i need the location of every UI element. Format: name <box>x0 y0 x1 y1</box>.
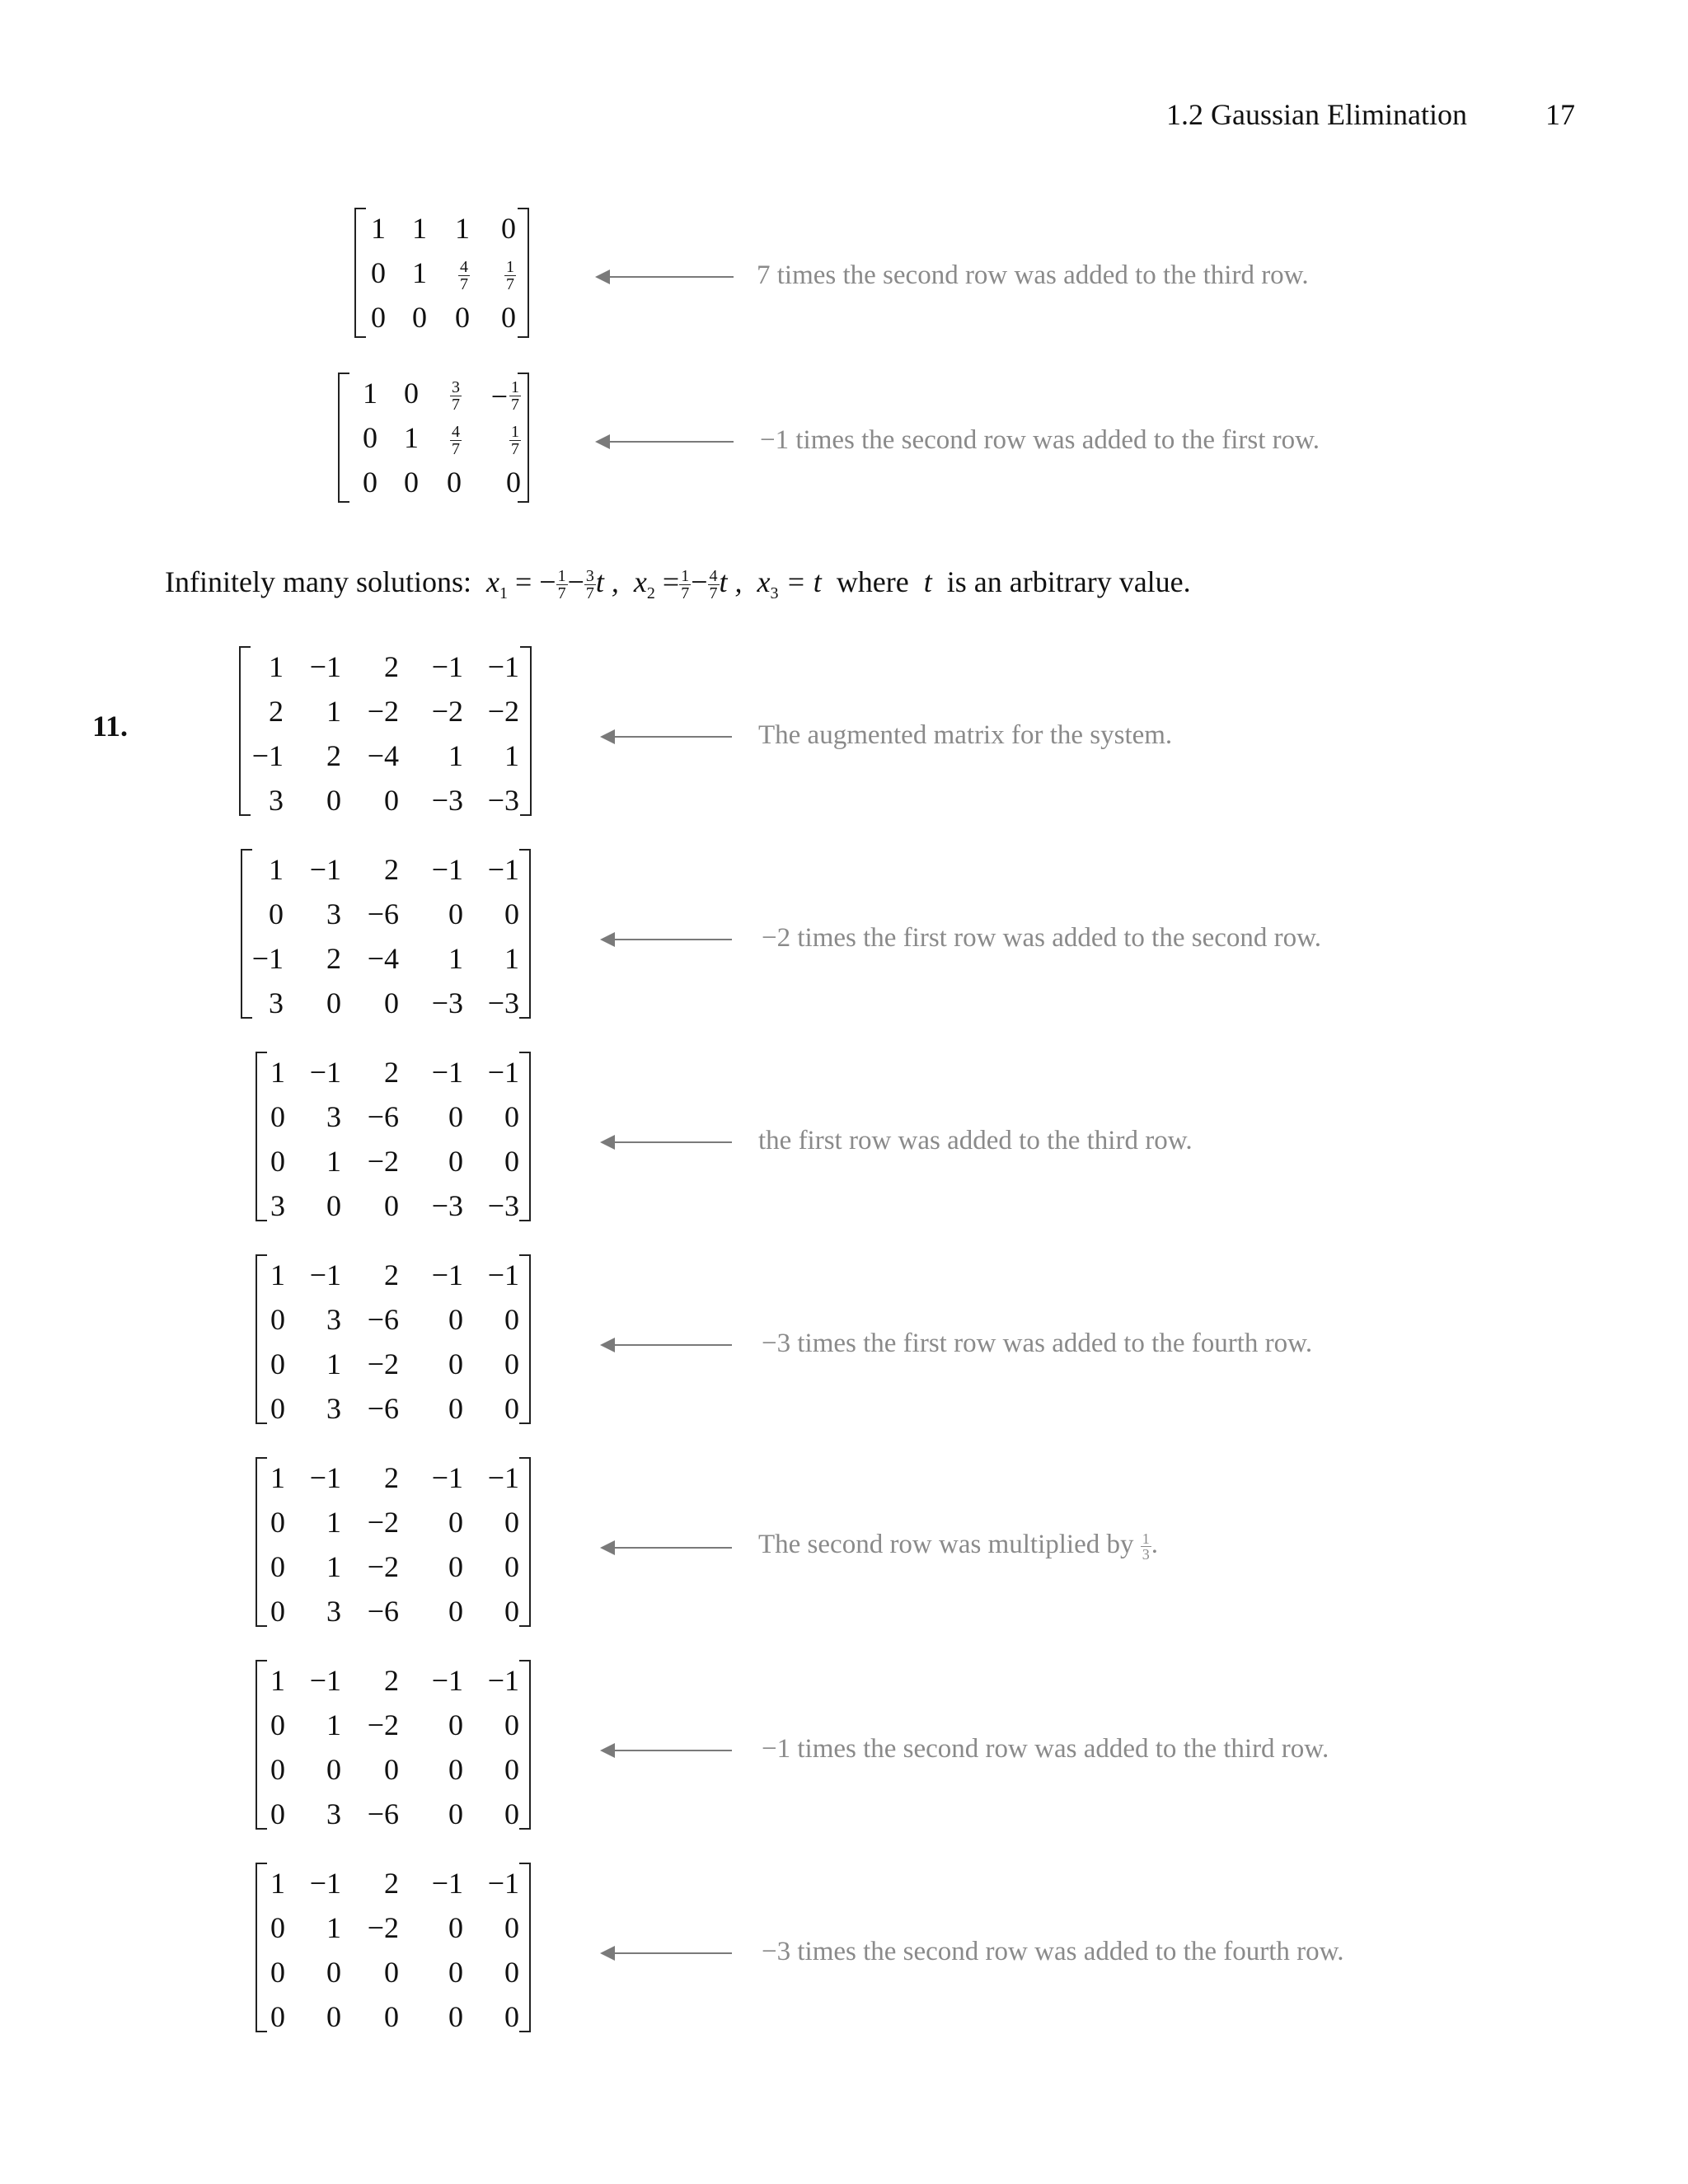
matrix-row <box>256 1050 531 1094</box>
matrix-row <box>241 847 531 892</box>
matrix-entry: 3 <box>269 784 284 817</box>
matrix-row <box>241 981 531 1025</box>
matrix-entry: −2 <box>431 695 463 728</box>
fraction: $\frac{4}{7}$ <box>709 567 718 603</box>
matrix-entry: −3 <box>431 784 463 817</box>
matrix-entry: 1 <box>412 212 427 245</box>
matrix-entry: 0 <box>504 1303 519 1336</box>
matrix-entry: 2 <box>326 942 341 975</box>
matrix-entry: 2 <box>384 1056 399 1089</box>
matrix-entry: 0 <box>326 784 341 817</box>
matrix-entry: −1 <box>309 1461 341 1494</box>
matrix-entry: 1 <box>504 942 519 975</box>
matrix-entry: −2 <box>367 1145 399 1178</box>
matrix-entry: $\frac{3}{7}$ <box>452 378 460 415</box>
matrix-entry: 0 <box>501 212 516 245</box>
matrix-entry: −4 <box>367 739 399 772</box>
matrix-row <box>256 1861 531 1905</box>
matrix-entry: −1 <box>431 1056 463 1089</box>
matrix-row <box>338 415 529 460</box>
matrix-entry: 0 <box>448 1753 463 1786</box>
page-header <box>0 97 1688 138</box>
matrix-entry: −1 <box>487 1461 519 1494</box>
matrix-entry: $\frac{1}{7}$ <box>506 258 514 294</box>
var-x: x <box>633 565 647 598</box>
matrix-entry: 2 <box>384 1461 399 1494</box>
arrow-icon <box>595 267 734 287</box>
matrix-entry: 1 <box>404 421 419 454</box>
matrix-entry: 0 <box>504 1708 519 1741</box>
matrix-entry: 0 <box>270 1911 285 1944</box>
matrix-entry: −6 <box>367 1100 399 1133</box>
matrix-entry: 0 <box>504 1506 519 1539</box>
arrow-icon <box>600 727 732 747</box>
matrix-step-b5 <box>256 1457 531 1627</box>
matrix-entry: −1 <box>487 1867 519 1900</box>
matrix-entry: 0 <box>447 466 462 499</box>
matrix-entry: 0 <box>412 301 427 334</box>
matrix-entry: −3 <box>431 1189 463 1222</box>
matrix-entry: 0 <box>448 1708 463 1741</box>
matrix-entry: −2 <box>487 695 519 728</box>
matrix-entry: 0 <box>326 1753 341 1786</box>
matrix-entry: 0 <box>448 1956 463 1989</box>
matrix-entry: 0 <box>504 898 519 930</box>
matrix-row <box>256 1342 531 1386</box>
step-note: The second row was multiplied by $\frac{1}{3}$ . <box>758 1530 1158 1563</box>
matrix-entry: 0 <box>504 1956 519 1989</box>
matrix-entry: 0 <box>455 301 470 334</box>
matrix-entry: 0 <box>270 1347 285 1380</box>
solution-lead: Infinitely many solutions: <box>165 565 471 598</box>
matrix-entry: 0 <box>501 301 516 334</box>
matrix-entry: 3 <box>326 898 341 930</box>
matrix-entry: −1 <box>487 1056 519 1089</box>
matrix-row <box>338 460 529 504</box>
matrix-entry: 1 <box>326 695 341 728</box>
matrix-row <box>239 644 532 689</box>
matrix-entry: −1 <box>487 650 519 683</box>
matrix-entry: $\frac{4}{7}$ <box>452 423 460 459</box>
matrix-entry: 0 <box>448 1506 463 1539</box>
matrix-entry: 1 <box>326 1708 341 1741</box>
matrix-entry: 1 <box>326 1550 341 1583</box>
fraction: $\frac{1}{7}$ <box>557 567 566 603</box>
matrix-entry: 0 <box>504 1100 519 1133</box>
matrix-entry: 1 <box>504 739 519 772</box>
matrix-row <box>241 892 531 936</box>
matrix-entry: 0 <box>326 1956 341 1989</box>
matrix-entry: 0 <box>371 301 386 334</box>
matrix-step-b2 <box>241 849 531 1019</box>
matrix-step-b1 <box>239 646 532 816</box>
matrix-entry: 0 <box>404 377 419 410</box>
arrow-icon <box>600 1538 732 1558</box>
matrix-row <box>256 1094 531 1139</box>
matrix-entry: 0 <box>363 421 377 454</box>
matrix-entry: 0 <box>371 256 386 289</box>
matrix-entry: −2 <box>367 1911 399 1944</box>
matrix-entry: −1 <box>251 942 284 975</box>
matrix-entry: 2 <box>326 739 341 772</box>
matrix-row <box>256 1139 531 1183</box>
matrix-entry: 0 <box>448 1303 463 1336</box>
matrix-entry: 0 <box>270 1303 285 1336</box>
arrow-icon <box>600 930 732 949</box>
matrix-entry: 0 <box>506 466 521 499</box>
matrix-entry: −6 <box>367 1303 399 1336</box>
matrix-entry: 3 <box>270 1189 285 1222</box>
matrix-entry: $\frac{1}{7}$ <box>511 423 519 459</box>
matrix-entry: −1 <box>309 1867 341 1900</box>
matrix-entry: 1 <box>269 853 284 886</box>
section-title: 1.2 Gaussian Elimination <box>1166 98 1467 131</box>
matrix-entry: −1 <box>309 1056 341 1089</box>
matrix-entry: 1 <box>448 739 463 772</box>
problem-number: 11. <box>92 710 129 743</box>
matrix-entry: 3 <box>326 1100 341 1133</box>
step-note: the first row was added to the third row. <box>758 1126 1193 1155</box>
matrix-entry: 1 <box>326 1145 341 1178</box>
arrow-icon <box>600 1943 732 1963</box>
matrix-entry: −1 <box>251 739 284 772</box>
matrix-entry: 0 <box>326 1189 341 1222</box>
matrix-entry: −4 <box>367 942 399 975</box>
matrix-row <box>256 1455 531 1500</box>
step-note: −1 times the second row was added to the third row. <box>762 1734 1329 1764</box>
matrix-entry: 2 <box>384 1867 399 1900</box>
var-x: x <box>485 565 499 598</box>
matrix-entry: 0 <box>504 1595 519 1628</box>
matrix-entry: 0 <box>270 1797 285 1830</box>
step-note: −3 times the second row was added to the fourth row. <box>762 1937 1344 1966</box>
matrix-entry: −2 <box>367 695 399 728</box>
matrix-entry: −1 <box>431 1867 463 1900</box>
matrix-entry: −6 <box>367 1595 399 1628</box>
matrix-entry: 0 <box>448 1145 463 1178</box>
matrix-entry: 1 <box>269 650 284 683</box>
matrix-entry: 0 <box>269 898 284 930</box>
matrix-entry: 1 <box>270 1867 285 1900</box>
matrix-entry: 2 <box>269 695 284 728</box>
matrix-entry: −1 <box>431 1664 463 1697</box>
matrix-row <box>354 251 529 295</box>
matrix-entry: −3 <box>487 987 519 1019</box>
matrix-entry: $\frac{4}{7}$ <box>460 258 468 294</box>
matrix-step-b3 <box>256 1052 531 1221</box>
matrix-entry: 0 <box>270 1708 285 1741</box>
matrix-step-a1 <box>354 208 529 338</box>
arrow-icon <box>595 432 734 452</box>
matrix-entry: 3 <box>326 1303 341 1336</box>
matrix-entry: 0 <box>448 1797 463 1830</box>
matrix-entry: 1 <box>270 1664 285 1697</box>
matrix-entry: 0 <box>448 1595 463 1628</box>
fraction: $\frac{1}{7}$ <box>681 567 690 603</box>
matrix-entry: 0 <box>384 1956 399 1989</box>
matrix-entry: −6 <box>367 898 399 930</box>
matrix-entry: 0 <box>504 1753 519 1786</box>
matrix-entry: 1 <box>326 1347 341 1380</box>
matrix-entry: 0 <box>384 1189 399 1222</box>
step-note: −3 times the first row was added to the fourth row. <box>762 1329 1313 1358</box>
subscript: 1 <box>499 584 508 603</box>
matrix-entry: 0 <box>448 1911 463 1944</box>
matrix-entry: −1 <box>431 1258 463 1291</box>
equals: = − <box>514 565 556 598</box>
matrix-entry: 0 <box>504 1550 519 1583</box>
arrow-icon <box>600 1741 732 1760</box>
matrix-entry: 0 <box>326 987 341 1019</box>
matrix-row <box>239 689 532 733</box>
matrix-row <box>354 295 529 340</box>
matrix-row <box>256 1386 531 1431</box>
matrix-row <box>256 1183 531 1228</box>
matrix-entry: 1 <box>371 212 386 245</box>
matrix-entry: 0 <box>504 1347 519 1380</box>
fraction: $\frac{3}{7}$ <box>585 567 594 603</box>
matrix-entry: 1 <box>270 1056 285 1089</box>
matrix-entry: 1 <box>363 377 377 410</box>
matrix-entry: 2 <box>384 1664 399 1697</box>
matrix-entry: 0 <box>504 2000 519 2033</box>
arrow-icon <box>600 1335 732 1355</box>
matrix-entry: 1 <box>270 1258 285 1291</box>
matrix-entry: 0 <box>270 1550 285 1583</box>
matrix-entry: −3 <box>487 1189 519 1222</box>
matrix-entry: 0 <box>384 2000 399 2033</box>
matrix-entry: 0 <box>270 1956 285 1989</box>
arrow-icon <box>600 1132 732 1152</box>
matrix-entry: 3 <box>326 1797 341 1830</box>
matrix-row <box>239 778 532 823</box>
matrix-entry: 0 <box>448 898 463 930</box>
matrix-row <box>256 1703 531 1747</box>
matrix-entry: 0 <box>448 1100 463 1133</box>
matrix-row <box>241 936 531 981</box>
matrix-entry: −1 <box>309 1258 341 1291</box>
matrix-entry: 1 <box>326 1911 341 1944</box>
matrix-entry: −2 <box>367 1506 399 1539</box>
page-number: 17 <box>1545 98 1575 131</box>
matrix-row <box>354 206 529 251</box>
matrix-entry: −1 <box>309 650 341 683</box>
matrix-entry: −1 <box>431 650 463 683</box>
matrix-entry: 0 <box>448 1550 463 1583</box>
matrix-entry: 0 <box>384 1753 399 1786</box>
matrix-entry: 0 <box>504 1392 519 1425</box>
matrix-entry: −1 <box>487 853 519 886</box>
matrix-row <box>239 733 532 778</box>
matrix-entry: 0 <box>270 1753 285 1786</box>
matrix-entry: 2 <box>384 650 399 683</box>
fraction: $\frac{1}{3}$ <box>1142 1530 1150 1563</box>
matrix-row <box>256 1500 531 1544</box>
matrix-entry: 0 <box>270 2000 285 2033</box>
step-note: The augmented matrix for the system. <box>758 720 1173 750</box>
matrix-row <box>256 1747 531 1792</box>
step-note: −1 times the second row was added to the first row. <box>760 425 1320 455</box>
matrix-entry: −1 <box>431 1461 463 1494</box>
matrix-entry: −1 <box>487 1258 519 1291</box>
step-note: 7 times the second row was added to the third row. <box>757 260 1309 290</box>
matrix-entry: 0 <box>404 466 419 499</box>
matrix-step-b6 <box>256 1660 531 1830</box>
matrix-entry: 0 <box>363 466 377 499</box>
matrix-row <box>256 1297 531 1342</box>
matrix-entry: 0 <box>384 784 399 817</box>
matrix-step-b4 <box>256 1254 531 1424</box>
matrix-entry: −6 <box>367 1797 399 1830</box>
matrix-row <box>256 1589 531 1633</box>
matrix-entry: 0 <box>270 1100 285 1133</box>
matrix-row <box>256 1544 531 1589</box>
matrix-row <box>256 1792 531 1836</box>
matrix-entry: − $\frac{1}{7}$ <box>490 378 519 415</box>
matrix-row <box>256 1950 531 1994</box>
matrix-entry: 1 <box>448 942 463 975</box>
matrix-step-a2 <box>338 373 529 503</box>
matrix-entry: −3 <box>487 784 519 817</box>
matrix-entry: 0 <box>504 1145 519 1178</box>
solution-line: Infinitely many solutions: $x_1$ = − $\frac{1}{7}$ − $\frac{3}{7}$ t , $x_2$ = $\frac{1}{7}$ − $\frac{4}{7}$ t , $x_3 = t$ where t is an arbitrary value. <box>165 565 1191 603</box>
matrix-entry: 0 <box>270 1595 285 1628</box>
matrix-row <box>338 371 529 415</box>
matrix-entry: 0 <box>384 987 399 1019</box>
matrix-entry: 0 <box>448 2000 463 2033</box>
matrix-entry: −2 <box>367 1708 399 1741</box>
matrix-entry: −2 <box>367 1347 399 1380</box>
matrix-step-b7 <box>256 1863 531 2032</box>
matrix-entry: 0 <box>504 1797 519 1830</box>
matrix-entry: 3 <box>269 987 284 1019</box>
matrix-entry: 0 <box>326 2000 341 2033</box>
matrix-entry: −2 <box>367 1550 399 1583</box>
matrix-entry: 0 <box>448 1392 463 1425</box>
matrix-row <box>256 1658 531 1703</box>
matrix-entry: −3 <box>431 987 463 1019</box>
matrix-row <box>256 1994 531 2039</box>
matrix-entry: 0 <box>270 1145 285 1178</box>
matrix-entry: −1 <box>309 853 341 886</box>
matrix-entry: −1 <box>487 1664 519 1697</box>
step-note: −2 times the first row was added to the second row. <box>762 923 1322 953</box>
matrix-entry: 0 <box>504 1911 519 1944</box>
matrix-entry: 1 <box>270 1461 285 1494</box>
matrix-row <box>256 1905 531 1950</box>
matrix-entry: 0 <box>270 1392 285 1425</box>
matrix-entry: −1 <box>431 853 463 886</box>
matrix-entry: 3 <box>326 1595 341 1628</box>
var-x: x <box>757 565 771 598</box>
matrix-entry: 1 <box>455 212 470 245</box>
matrix-entry: −1 <box>309 1664 341 1697</box>
matrix-entry: 1 <box>326 1506 341 1539</box>
matrix-entry: 3 <box>326 1392 341 1425</box>
matrix-row <box>256 1253 531 1297</box>
matrix-entry: 0 <box>270 1506 285 1539</box>
matrix-entry: 0 <box>448 1347 463 1380</box>
matrix-entry: −6 <box>367 1392 399 1425</box>
matrix-entry: 1 <box>412 256 427 289</box>
matrix-entry: 2 <box>384 1258 399 1291</box>
matrix-entry: 2 <box>384 853 399 886</box>
